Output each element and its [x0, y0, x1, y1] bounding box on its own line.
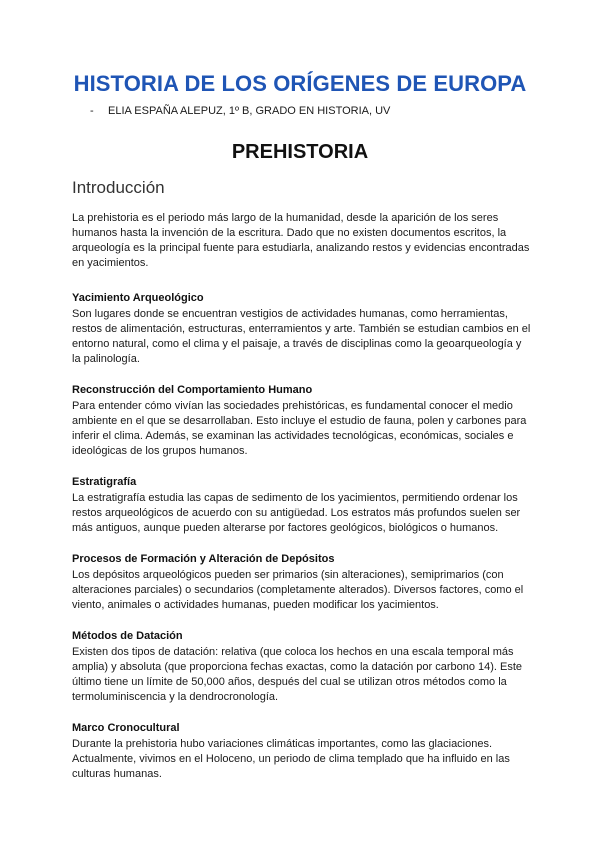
subsection-estratigrafia: [72, 475, 532, 536]
subsection-yacimiento: [72, 291, 532, 367]
subsection-heading: Estratigrafía: [72, 476, 137, 488]
subsection-heading: Reconstrucción del Comportamiento Humano: [72, 384, 313, 396]
bullet-dash: -: [90, 105, 94, 117]
subsection-heading: Yacimiento Arqueológico: [72, 292, 204, 304]
subsection-heading: Métodos de Datación: [72, 630, 183, 642]
intro-heading: Introducción: [72, 178, 165, 197]
subsection-procesos: [72, 552, 532, 613]
subsection-text: Son lugares donde se encuentran vestigios de actividades humanas, como herramientas, restos de alimentación, estructuras, enterramientos y arte. También se estudian cambios en el entorno natural, como el clima y el paisaje, a través de disciplinas como la geoarqueología y la palinología.: [72, 308, 531, 365]
subsection-text: Durante la prehistoria hubo variaciones climáticas importantes, como las glaciaciones. Actualmente, vivimos en el Holoceno, un periodo de clima templado que ha influido en las culturas humanas.: [72, 738, 510, 780]
subsection-text: La estratigrafía estudia las capas de sedimento de los yacimientos, permitiendo ordenar los restos arqueológicos de acuerdo con su antigüedad. Los estratos más profundos suelen ser más antiguos, aunque pueden alterarse por factores geológicos, biológicos o humanos.: [72, 492, 521, 534]
subsection-text: Para entender cómo vivían las sociedades prehistóricas, es fundamental conocer el medio ambiente en el que se desarrollaban. Esto incluye el estudio de fauna, polen y carbones para inferir el clima. Además, se examinan las actividades tecnológicas, económicas, sociales e ideológicas de los grupos humanos.: [72, 400, 527, 457]
subsection-marco: [72, 721, 532, 782]
author-text: ELIA ESPAÑA ALEPUZ, 1º B, GRADO EN HISTORIA, UV: [108, 105, 391, 117]
subsection-text: Los depósitos arqueológicos pueden ser primarios (sin alteraciones), semiprimarios (con alteraciones parciales) o secundarios (completamente alterados). Diversos factores, como el viento, animales o actividades humanas, pueden modificar los yacimientos.: [72, 569, 524, 611]
subsection-metodos: [72, 629, 532, 705]
subsection-heading: Procesos de Formación y Alteración de Depósitos: [72, 553, 335, 565]
subsection-reconstruccion: [72, 383, 532, 459]
author-line: [90, 105, 390, 117]
intro-paragraph: La prehistoria es el periodo más largo de la humanidad, desde la aparición de los seres humanos hasta la invención de la escritura. Dado que no existen documentos escritos, la arqueología es la principal fuente para estudiarla, analizando restos y evidencias encontradas en yacimientos.: [72, 212, 530, 269]
document-title: HISTORIA DE LOS ORÍGENES DE EUROPA: [73, 71, 527, 96]
section-title: PREHISTORIA: [231, 141, 369, 163]
subsection-heading: Marco Cronocultural: [72, 722, 180, 734]
subsection-text: Existen dos tipos de datación: relativa (que coloca los hechos en una escala temporal más amplia) y absoluta (que proporciona fechas exactas, como la datación por carbono 14). Este último tiene un límite de 50,000 años, después del cual se utilizan otros métodos como la termoluminiscencia y la dendrocronología.: [72, 646, 523, 703]
document-content: [72, 211, 532, 798]
